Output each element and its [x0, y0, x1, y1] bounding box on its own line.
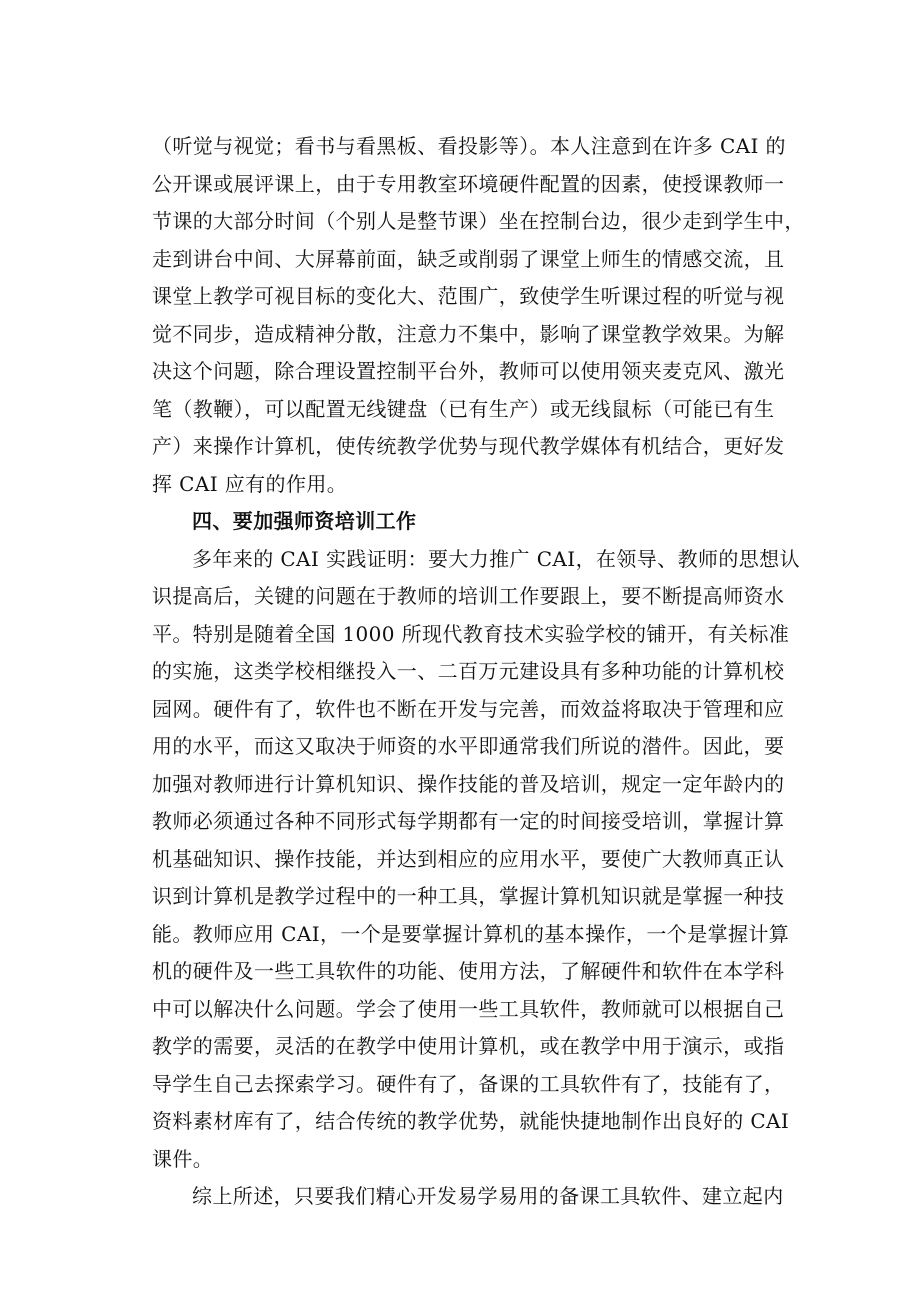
- text-line: 平。特别是随着全国 1000 所现代教育技术实验学校的铺开，有关标准: [152, 621, 790, 646]
- text-line: 的实施，这类学校相继投入一、二百万元建设具有多种功能的计算机校: [152, 659, 785, 683]
- text-line: 觉不同步，造成精神分散，注意力不集中，影响了课堂教学效果。为解: [152, 321, 785, 346]
- text-line: 教师必须通过各种不同形式每学期都有一定的时间接受培训，掌握计算: [152, 809, 785, 833]
- text-line: 公开课或展评课上，由于专用教室环境硬件配置的因素，使授课教师一: [152, 171, 785, 196]
- paragraph-first-line: 多年来的 CAI 实践证明：要大力推广 CAI，在领导、教师的思想认: [192, 546, 800, 571]
- text-line: 加强对教师进行计算机知识、操作技能的普及培训，规定一定年龄内的: [152, 771, 785, 796]
- text-line: 机基础知识、操作技能，并达到相应的应用水平，要使广大教师真正认: [152, 846, 785, 871]
- text-line: 决这个问题，除合理设置控制平台外，教师可以使用领夹麦克风、激光: [152, 359, 785, 383]
- text-line: 课堂上教学可视目标的变化大、范围广，致使学生听课过程的听觉与视: [152, 284, 785, 308]
- text-line: 笔（教鞭），可以配置无线键盘（已有生产）或无线鼠标（可能已有生: [152, 396, 775, 421]
- text-line: 资料素材库有了，结合传统的教学优势，就能快捷地制作出良好的 CAI: [152, 1109, 790, 1133]
- text-line: 教学的需要，灵活的在教学中使用计算机，或在教学中用于演示，或指: [152, 1034, 785, 1058]
- text-line: 中可以解决什么问题。学会了使用一些工具软件，教师就可以根据自己: [152, 996, 785, 1021]
- text-line: 走到讲台中间、大屏幕前面，缺乏或削弱了课堂上师生的情感交流，且: [152, 246, 785, 271]
- text-line: 用的水平，而这又取决于师资的水平即通常我们所说的潜件。因此，要: [152, 734, 785, 758]
- text-line: 导学生自己去探索学习。硬件有了，备课的工具软件有了，技能有了，: [152, 1071, 785, 1096]
- text-line: 园网。硬件有了，软件也不断在开发与完善，而效益将取决于管理和应: [152, 696, 785, 721]
- text-line: 挥 CAI 应有的作用。: [152, 471, 348, 496]
- text-line: 课件。: [152, 1146, 214, 1171]
- document-body: [152, 134, 832, 1222]
- text-line: （听觉与视觉；看书与看黑板、看投影等）。本人注意到在许多 CAI 的: [152, 134, 786, 158]
- section-heading: 四、要加强师资培训工作: [192, 509, 417, 533]
- text-line: 识提高后，关键的问题在于教师的培训工作要跟上，要不断提高师资水: [152, 584, 785, 608]
- text-line: 节课的大部分时间（个别人是整节课）坐在控制台边，很少走到学生中，: [152, 209, 805, 233]
- text-line: 能。教师应用 CAI，一个是要掌握计算机的基本操作，一个是掌握计算: [152, 921, 790, 946]
- text-line: 机的硬件及一些工具软件的功能、使用方法，了解硬件和软件在本学科: [152, 959, 785, 983]
- text-line: 产）来操作计算机，使传统教学优势与现代教学媒体有机结合，更好发: [152, 434, 785, 458]
- text-line: 识到计算机是教学过程中的一种工具，掌握计算机知识就是掌握一种技: [152, 884, 785, 908]
- paragraph-first-line: 综上所述，只要我们精心开发易学易用的备课工具软件、建立起内: [192, 1184, 784, 1208]
